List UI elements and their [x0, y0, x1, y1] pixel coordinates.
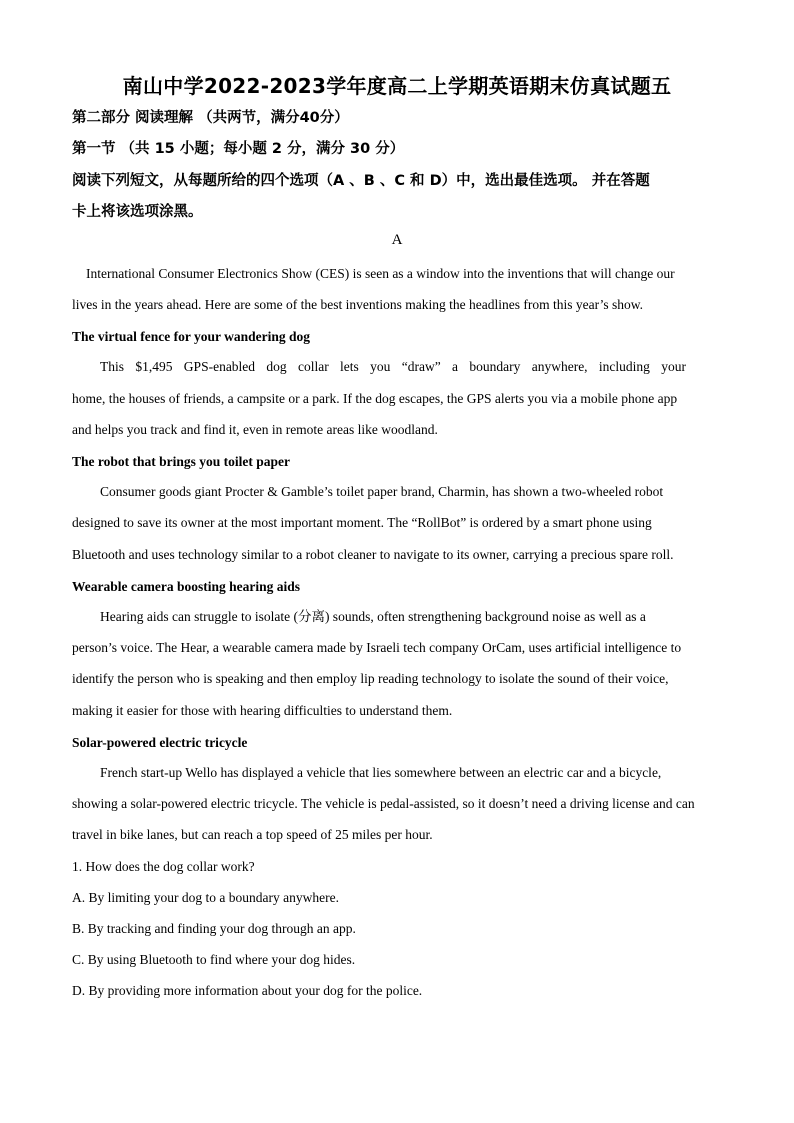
question-stem: 1. How does the dog collar work? — [72, 859, 255, 874]
paragraph-line: identify the person who is speaking and then employ lip reading technology to isolate the sound of their voice, — [72, 671, 669, 686]
option-c: C. By using Bluetooth to find where your dog hides. — [72, 952, 356, 967]
instruction-line-1: 阅读下列短文，从每题所给的四个选项（A 、B 、C 和 D）中，选出最佳选项。 并在答题 — [72, 173, 650, 189]
intro-line-2: lives in the years ahead. Here are some of the best inventions making the headlines from this year’s show. — [72, 297, 643, 312]
paragraph-line: showing a solar-powered electric tricycle. The vehicle is pedal-assisted, so it doesn’t need a driving license and can — [72, 796, 695, 811]
section-heading-solar-tricycle: Solar-powered electric tricycle — [72, 735, 248, 750]
paragraph-line: Bluetooth and uses technology similar to a robot cleaner to navigate to its owner, carrying a precious spare roll. — [72, 547, 674, 562]
instruction-line-2: 卡上将该选项涂黑。 — [72, 204, 203, 220]
paragraph-line: travel in bike lanes, but can reach a top speed of 25 miles per hour. — [72, 827, 433, 842]
section-heading-toilet-robot: The robot that brings you toilet paper — [72, 454, 291, 469]
paragraph-line: making it easier for those with hearing difficulties to understand them. — [72, 703, 453, 718]
passage-letter: A — [391, 232, 403, 248]
paragraph-line: Consumer goods giant Procter & Gamble’s toilet paper brand, Charmin, has shown a two-wheeled robot — [100, 484, 664, 499]
part-heading: 第一节 （共 15 小题；每小题 2 分，满分 30 分） — [72, 141, 405, 157]
paragraph-line: and helps you track and find it, even in remote areas like woodland. — [72, 422, 438, 437]
option-d: D. By providing more information about your dog for the police. — [72, 983, 423, 998]
section-heading-dog-fence: The virtual fence for your wandering dog — [72, 329, 310, 344]
paragraph-line: designed to save its owner at the most important moment. The “RollBot” is ordered by a smart phone using — [72, 515, 652, 530]
intro-line-1: International Consumer Electronics Show (CES) is seen as a window into the inventions that will change our — [86, 266, 675, 281]
paragraph-line: French start-up Wello has displayed a vehicle that lies somewhere between an electric car and a bicycle, — [100, 765, 662, 780]
paragraph-line: Hearing aids can struggle to isolate (分离) sounds, often strengthening background noise as well as a — [100, 609, 646, 624]
option-b: B. By tracking and finding your dog through an app. — [72, 921, 356, 936]
paragraph-line: home, the houses of friends, a campsite or a park. If the dog escapes, the GPS alerts you via a mobile phone app — [72, 391, 678, 406]
option-a: A. By limiting your dog to a boundary anywhere. — [72, 890, 339, 905]
section-heading-hearing-camera: Wearable camera boosting hearing aids — [72, 579, 300, 594]
paragraph-line: person’s voice. The Hear, a wearable camera made by Israeli tech company OrCam, uses artificial intelligence to — [72, 640, 682, 655]
exam-title: 南山中学2022-2023学年度高二上学期英语期末仿真试题五 — [122, 74, 672, 98]
paragraph-line: This $1,495 GPS-enabled dog collar lets you “draw” a boundary anywhere, including your — [100, 359, 686, 374]
section-heading: 第二部分 阅读理解 （共两节，满分40分） — [72, 110, 349, 126]
